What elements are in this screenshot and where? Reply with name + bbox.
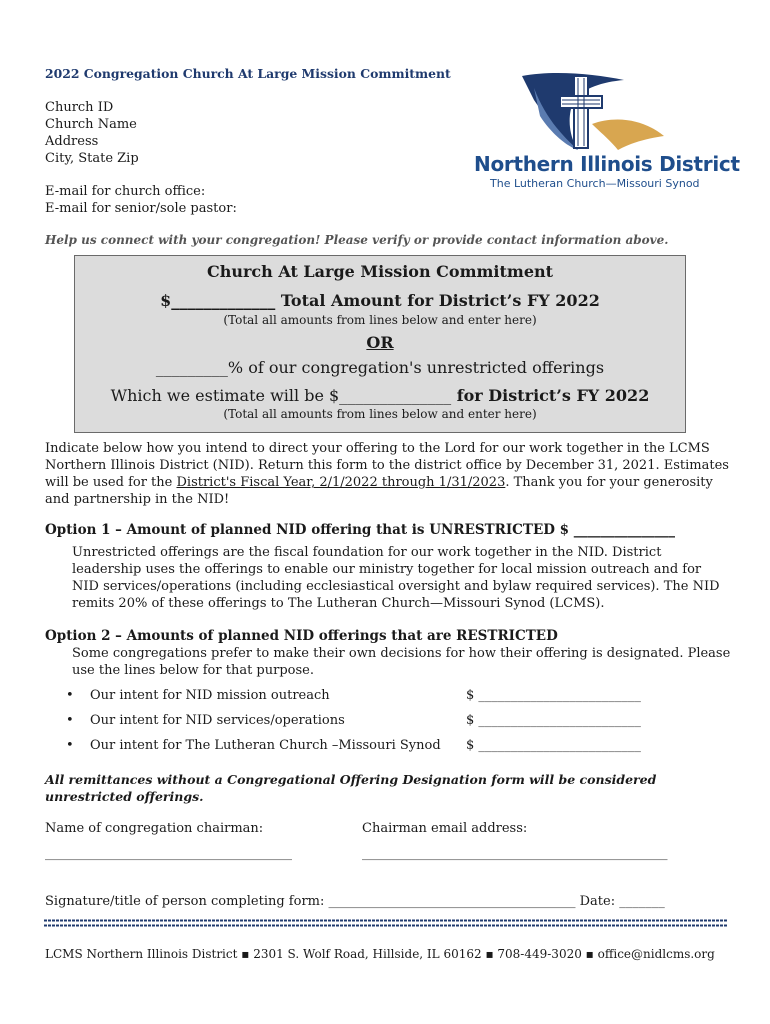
option1-body: Unrestricted offerings are the fiscal foundation for our work together in the NID. District leadership uses the offerings to enable our ministry together for local mission outreach and for NID services/operations (including ecclesiastical oversight and bylaw required services). The NID remits 20% of these offerings to The Lutheran Church—Missouri Synod (LCMS). <box>72 545 720 611</box>
bullet-icon: • <box>66 738 74 753</box>
chairman-email-field[interactable]: _______________________________________________ <box>362 846 668 861</box>
logo-district-name: Northern Illinois District <box>474 152 740 176</box>
intro-text-before: Indicate below how you intend to direct your offering to the Lord for our work together in the LCMS Northern Illinois District (NID). Return this form to the district office by December 31, 2021. Estimates will be used for the <box>45 441 729 490</box>
commitment-box <box>74 255 686 433</box>
option1-heading[interactable]: Option 1 – Amount of planned NID offering that is UNRESTRICTED $ _______________ <box>45 522 676 538</box>
estimate-prefix: Which we estimate will be $______________ <box>110 386 452 405</box>
percent-field[interactable]: _________% of our congregation's unrestricted offerings <box>155 358 605 377</box>
address-field: Address <box>45 134 99 149</box>
city-state-zip-field: City, State Zip <box>45 151 139 166</box>
chairman-name-field[interactable]: ______________________________________ <box>45 846 292 861</box>
bullet-icon: • <box>66 688 74 703</box>
estimate-note: (Total all amounts from lines below and enter here) <box>223 407 537 421</box>
church-id-field: Church ID <box>45 100 114 115</box>
fiscal-year-text: District's Fiscal Year, 2/1/2022 through 1/31/2023 <box>176 475 506 490</box>
church-office-email-label: E-mail for church office: <box>45 184 206 199</box>
commitment-title: Church At Large Mission Commitment <box>206 262 554 281</box>
intro-text-after: . Thank you for your generosity and partnership in the NID! <box>45 475 713 507</box>
chairman-name-label: Name of congregation chairman: <box>45 821 264 836</box>
help-text: Help us connect with your congregation! Please verify or provide contact information above. <box>45 233 669 247</box>
restricted-item-label: Our intent for NID mission outreach <box>90 688 330 703</box>
restricted-item-label: Our intent for NID services/operations <box>90 713 345 728</box>
pastor-email-label: E-mail for senior/sole pastor: <box>45 201 237 216</box>
restricted-item-label: Our intent for The Lutheran Church –Missouri Synod <box>90 738 441 753</box>
services-operations-amount-field[interactable]: $ _________________________ <box>466 713 641 728</box>
option2-heading: Option 2 – Amounts of planned NID offerings that are RESTRICTED <box>45 628 558 644</box>
bullet-icon: • <box>66 713 74 728</box>
signature-date-field[interactable]: Signature/title of person completing form: ______________________________________ Date: _______ <box>45 894 665 909</box>
church-name-field: Church Name <box>45 117 137 132</box>
mission-outreach-amount-field[interactable]: $ _________________________ <box>466 688 641 703</box>
estimate-suffix: for District’s FY 2022 <box>451 386 650 405</box>
chairman-email-label: Chairman email address: <box>362 821 528 836</box>
remittance-warning: All remittances without a Congregational Offering Designation form will be considered unrestricted offerings. <box>45 772 657 804</box>
church-address-block <box>45 99 139 167</box>
estimate-field[interactable] <box>75 386 685 405</box>
form-title: 2022 Congregation Church At Large Mission Commitment <box>45 66 451 81</box>
option2-body: Some congregations prefer to make their own decisions for how their offering is designated. Please use the lines below for that purpose. <box>72 646 731 678</box>
or-label: OR <box>366 333 394 352</box>
double-divider <box>44 918 728 928</box>
logo-subtitle: The Lutheran Church—Missouri Synod <box>490 177 700 190</box>
lcms-amount-field[interactable]: $ _________________________ <box>466 738 641 753</box>
total-note: (Total all amounts from lines below and enter here) <box>223 313 537 327</box>
email-block <box>45 183 237 217</box>
total-amount-field[interactable]: $_____________ Total Amount for District’s FY 2022 <box>160 291 600 310</box>
intro-paragraph <box>45 440 735 508</box>
footer-contact: LCMS Northern Illinois District ▪ 2301 S. Wolf Road, Hillside, IL 60162 ▪ 708-449-3020 ▪ office@nidlcms.org <box>45 947 715 961</box>
